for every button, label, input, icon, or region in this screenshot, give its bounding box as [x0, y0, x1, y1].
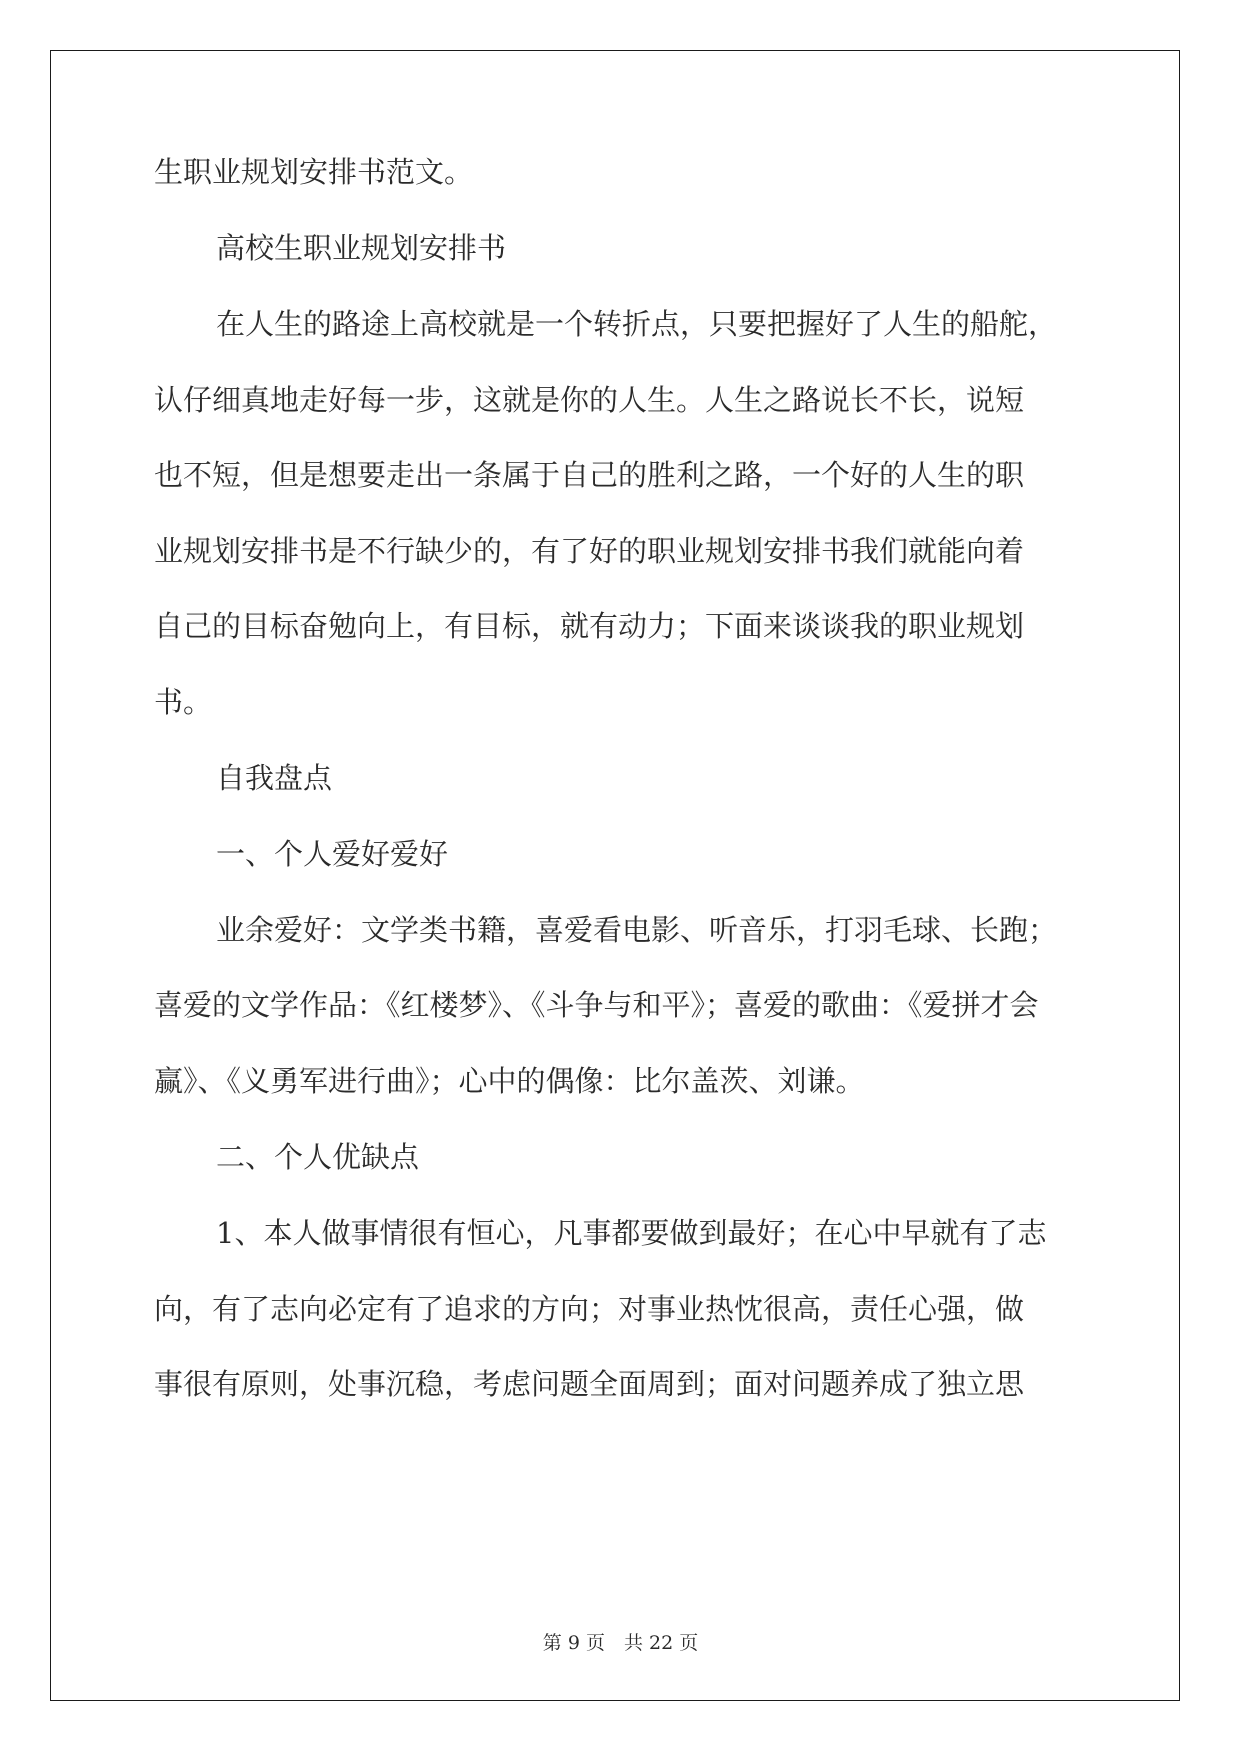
- body-line-12: 喜爱的文学作品：《红楼梦》、《斗争与和平》；喜爱的歌曲：《爱拼才会: [154, 988, 1039, 1022]
- body-line-6: 业规划安排书是不行缺少的，有了好的职业规划安排书我们就能向着: [154, 534, 1025, 568]
- body-line-13: 赢》、《义勇军进行曲》；心中的偶像：比尔盖茨、刘谦。: [154, 1064, 865, 1098]
- heading-strengths-weaknesses: 二、个人优缺点: [216, 1140, 420, 1174]
- heading-self-inventory: 自我盘点: [216, 761, 333, 795]
- page-number-footer: 第 9 页 共 22 页: [542, 1632, 699, 1654]
- body-line-4: 认仔细真地走好每一步，这就是你的人生。人生之路说长不长，说短: [154, 383, 1025, 417]
- body-line-17: 事很有原则，处事沉稳，考虑问题全面周到；面对问题养成了独立思: [154, 1367, 1025, 1401]
- body-line-1: 生职业规划安排书范文。: [154, 155, 474, 189]
- body-line-8: 书。: [154, 685, 213, 719]
- page-border: [50, 50, 1180, 1701]
- heading-hobbies: 一、个人爱好爱好: [216, 837, 449, 871]
- body-line-11: 业余爱好：文学类书籍，喜爱看电影、听音乐，打羽毛球、长跑；: [216, 913, 1058, 947]
- body-line-15: 1、本人做事情很有恒心，凡事都要做到最好；在心中早就有了志: [216, 1216, 1047, 1250]
- body-line-16: 向，有了志向必定有了追求的方向；对事业热忱很高，责任心强，做: [154, 1292, 1025, 1326]
- body-line-7: 自己的目标奋勉向上，有目标，就有动力；下面来谈谈我的职业规划: [154, 609, 1025, 643]
- body-line-3: 在人生的路途上高校就是一个转折点，只要把握好了人生的船舵，: [216, 307, 1058, 341]
- section-title: 高校生职业规划安排书: [216, 231, 507, 265]
- body-line-5: 也不短，但是想要走出一条属于自己的胜利之路，一个好的人生的职: [154, 458, 1025, 492]
